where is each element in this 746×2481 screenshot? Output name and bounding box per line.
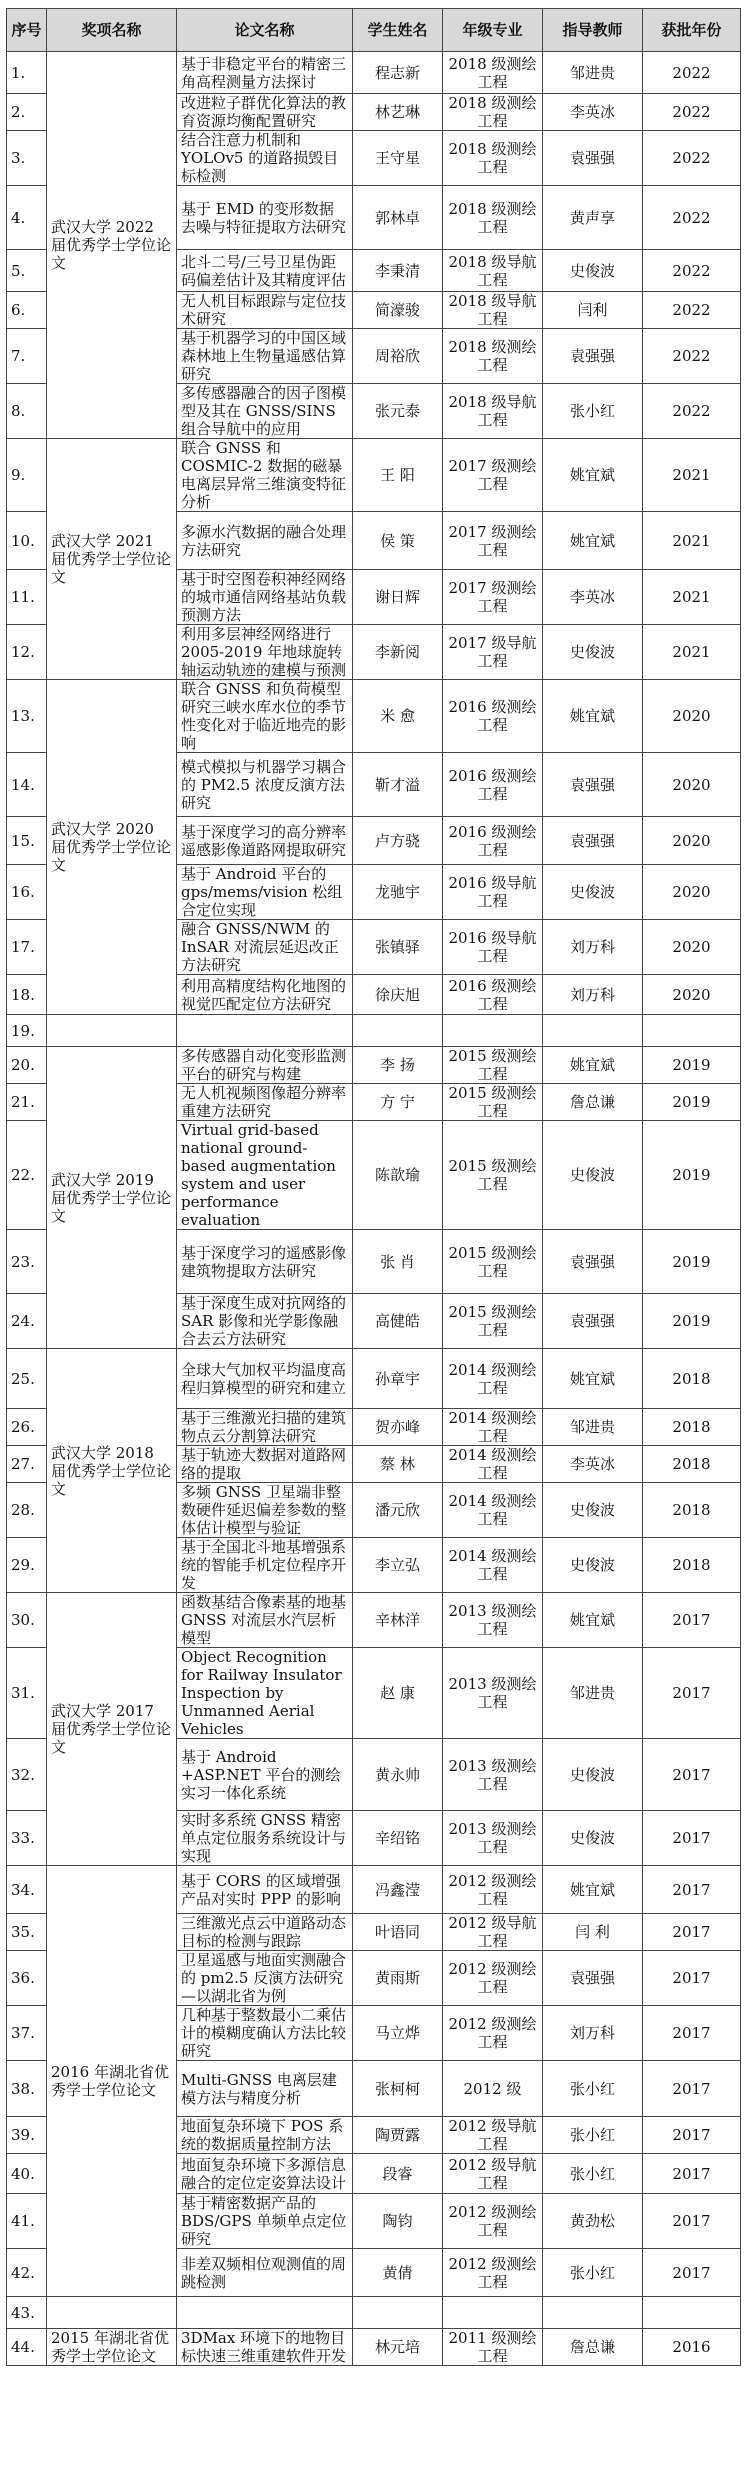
seq-cell: 24. — [7, 1294, 47, 1349]
seq-cell: 35. — [7, 1914, 47, 1951]
year-cell: 2019 — [643, 1047, 741, 1084]
seq-cell: 9. — [7, 439, 47, 512]
advisor-cell: 袁强强 — [543, 1951, 643, 2006]
year-cell: 2017 — [643, 2061, 741, 2117]
header-year: 获批年份 — [643, 9, 741, 52]
year-cell — [643, 2297, 741, 2329]
header-advisor: 指导教师 — [543, 9, 643, 52]
title-cell: 基于轨迹大数据对道路网络的提取 — [177, 1446, 353, 1483]
advisor-cell: 张小红 — [543, 2249, 643, 2297]
student-cell: 张元泰 — [353, 384, 443, 439]
major-cell: 2015 级测绘工程 — [443, 1084, 543, 1121]
advisor-cell: 刘万科 — [543, 975, 643, 1015]
table-row — [7, 1866, 741, 1914]
student-cell: 高健皓 — [353, 1294, 443, 1349]
major-cell: 2013 级测绘工程 — [443, 1811, 543, 1866]
advisor-cell: 史俊波 — [543, 1739, 643, 1811]
year-cell: 2017 — [643, 2154, 741, 2194]
table-row — [7, 1349, 741, 1409]
advisor-cell: 张小红 — [543, 384, 643, 439]
major-cell: 2016 级导航工程 — [443, 920, 543, 975]
seq-cell: 43. — [7, 2297, 47, 2329]
title-cell: 基于全国北斗地基增强系统的智能手机定位程序开发 — [177, 1538, 353, 1593]
advisor-cell: 史俊波 — [543, 1483, 643, 1538]
major-cell: 2012 级测绘工程 — [443, 1951, 543, 2006]
major-cell: 2014 级测绘工程 — [443, 1483, 543, 1538]
seq-cell: 15. — [7, 817, 47, 865]
student-cell: 叶语同 — [353, 1914, 443, 1951]
major-cell: 2018 级测绘工程 — [443, 52, 543, 94]
title-cell: 非差双频相位观测值的周跳检测 — [177, 2249, 353, 2297]
advisor-cell: 闫 利 — [543, 1914, 643, 1951]
advisor-cell: 袁强强 — [543, 1230, 643, 1294]
advisor-cell: 姚宜斌 — [543, 1047, 643, 1084]
advisor-cell: 詹总谦 — [543, 1084, 643, 1121]
student-cell: 龙驰宇 — [353, 865, 443, 920]
student-cell: 米 愈 — [353, 680, 443, 753]
year-cell: 2016 — [643, 2329, 741, 2366]
seq-cell: 20. — [7, 1047, 47, 1084]
title-cell: 基于三维激光扫描的建筑物点云分割算法研究 — [177, 1409, 353, 1446]
major-cell: 2018 级导航工程 — [443, 292, 543, 329]
title-cell: 基于 Android +ASP.NET 平台的测绘实习一体化系统 — [177, 1739, 353, 1811]
year-cell: 2017 — [643, 1593, 741, 1648]
student-cell: 李立弘 — [353, 1538, 443, 1593]
seq-cell: 38. — [7, 2061, 47, 2117]
seq-cell: 1. — [7, 52, 47, 94]
advisor-cell: 詹总谦 — [543, 2329, 643, 2366]
award-cell: 武汉大学 2020 届优秀学士学位论文 — [47, 680, 177, 1015]
seq-cell: 30. — [7, 1593, 47, 1648]
table-row — [7, 2329, 741, 2366]
major-cell: 2014 级测绘工程 — [443, 1446, 543, 1483]
title-cell: 基于深度学习的遥感影像建筑物提取方法研究 — [177, 1230, 353, 1294]
student-cell: 辛林洋 — [353, 1593, 443, 1648]
year-cell: 2022 — [643, 94, 741, 131]
advisor-cell: 姚宜斌 — [543, 512, 643, 570]
major-cell: 2015 级测绘工程 — [443, 1230, 543, 1294]
student-cell — [353, 1015, 443, 1047]
year-cell: 2022 — [643, 186, 741, 250]
year-cell: 2018 — [643, 1538, 741, 1593]
year-cell: 2020 — [643, 680, 741, 753]
major-cell: 2014 级测绘工程 — [443, 1349, 543, 1409]
advisor-cell: 黄声享 — [543, 186, 643, 250]
title-cell: 函数基结合像素基的地基 GNSS 对流层水汽层析模型 — [177, 1593, 353, 1648]
student-cell: 郭林卓 — [353, 186, 443, 250]
title-cell — [177, 1015, 353, 1047]
student-cell: 赵 康 — [353, 1648, 443, 1739]
student-cell: 林艺琳 — [353, 94, 443, 131]
year-cell: 2017 — [643, 1739, 741, 1811]
major-cell: 2012 级测绘工程 — [443, 2194, 543, 2249]
advisor-cell — [543, 2297, 643, 2329]
title-cell: 结合注意力机制和 YOLOv5 的道路损毁目标检测 — [177, 131, 353, 186]
advisor-cell: 邹进贵 — [543, 1648, 643, 1739]
title-cell: 联合 GNSS 和负荷模型研究三峡水库水位的季节性变化对于临近地壳的影响 — [177, 680, 353, 753]
table-row — [7, 1047, 741, 1084]
title-cell: 实时多系统 GNSS 精密单点定位服务系统设计与实现 — [177, 1811, 353, 1866]
student-cell: 张镇驿 — [353, 920, 443, 975]
major-cell: 2015 级测绘工程 — [443, 1121, 543, 1230]
title-cell: 基于 Android 平台的 gps/mems/vision 松组合定位实现 — [177, 865, 353, 920]
seq-cell: 21. — [7, 1084, 47, 1121]
student-cell: 李新阅 — [353, 625, 443, 680]
title-cell: 全球大气加权平均温度高程归算模型的研究和建立 — [177, 1349, 353, 1409]
title-cell: 融合 GNSS/NWM 的 InSAR 对流层延迟改正方法研究 — [177, 920, 353, 975]
major-cell: 2017 级测绘工程 — [443, 570, 543, 625]
seq-cell: 13. — [7, 680, 47, 753]
seq-cell: 19. — [7, 1015, 47, 1047]
award-cell: 武汉大学 2022 届优秀学士学位论文 — [47, 52, 177, 439]
student-cell: 王 阳 — [353, 439, 443, 512]
year-cell: 2017 — [643, 1914, 741, 1951]
student-cell: 简濠骏 — [353, 292, 443, 329]
advisor-cell: 张小红 — [543, 2154, 643, 2194]
year-cell: 2019 — [643, 1084, 741, 1121]
year-cell — [643, 1015, 741, 1047]
student-cell: 卢方骁 — [353, 817, 443, 865]
year-cell: 2017 — [643, 1811, 741, 1866]
seq-cell: 10. — [7, 512, 47, 570]
advisor-cell: 邹进贵 — [543, 1409, 643, 1446]
major-cell: 2013 级测绘工程 — [443, 1593, 543, 1648]
major-cell: 2016 级测绘工程 — [443, 753, 543, 817]
student-cell: 黄倩 — [353, 2249, 443, 2297]
title-cell: 基于深度生成对抗网络的 SAR 影像和光学影像融合去云方法研究 — [177, 1294, 353, 1349]
table-row — [7, 1593, 741, 1648]
table-body — [7, 52, 741, 2366]
header-major: 年级专业 — [443, 9, 543, 52]
title-cell: 卫星遥感与地面实测融合的 pm2.5 反演方法研究—以湖北省为例 — [177, 1951, 353, 2006]
year-cell: 2022 — [643, 329, 741, 384]
title-cell: 基于 EMD 的变形数据去噪与特征提取方法研究 — [177, 186, 353, 250]
seq-cell: 11. — [7, 570, 47, 625]
advisor-cell: 姚宜斌 — [543, 1593, 643, 1648]
seq-cell: 42. — [7, 2249, 47, 2297]
advisor-cell: 史俊波 — [543, 1811, 643, 1866]
year-cell: 2018 — [643, 1446, 741, 1483]
title-cell: 基于时空图卷积神经网络的城市通信网络基站负载预测方法 — [177, 570, 353, 625]
student-cell — [353, 2297, 443, 2329]
student-cell: 贺亦峰 — [353, 1409, 443, 1446]
year-cell: 2022 — [643, 292, 741, 329]
major-cell: 2012 级测绘工程 — [443, 2249, 543, 2297]
student-cell: 陶贾露 — [353, 2117, 443, 2154]
advisor-cell: 张小红 — [543, 2117, 643, 2154]
student-cell: 黄雨斯 — [353, 1951, 443, 2006]
advisor-cell: 刘万科 — [543, 2006, 643, 2061]
major-cell: 2018 级测绘工程 — [443, 329, 543, 384]
seq-cell: 14. — [7, 753, 47, 817]
title-cell: 基于机器学习的中国区域森林地上生物量遥感估算研究 — [177, 329, 353, 384]
title-cell: 北斗二号/三号卫星伪距码偏差估计及其精度评估 — [177, 250, 353, 292]
student-cell: 林元培 — [353, 2329, 443, 2366]
thesis-awards-table — [6, 8, 741, 2366]
major-cell: 2012 级 — [443, 2061, 543, 2117]
title-cell: 联合 GNSS 和 COSMIC-2 数据的磁暴电离层异常三维演变特征分析 — [177, 439, 353, 512]
seq-cell: 36. — [7, 1951, 47, 2006]
year-cell: 2018 — [643, 1409, 741, 1446]
student-cell: 段睿 — [353, 2154, 443, 2194]
title-cell: Object Recognition for Railway Insulator Inspection by Unmanned Aerial Vehicles — [177, 1648, 353, 1739]
seq-cell: 7. — [7, 329, 47, 384]
major-cell: 2015 级测绘工程 — [443, 1047, 543, 1084]
major-cell: 2017 级测绘工程 — [443, 512, 543, 570]
title-cell: 基于精密数据产品的 BDS/GPS 单频单点定位研究 — [177, 2194, 353, 2249]
seq-cell: 5. — [7, 250, 47, 292]
year-cell: 2019 — [643, 1121, 741, 1230]
advisor-cell: 黄劲松 — [543, 2194, 643, 2249]
student-cell: 徐庆旭 — [353, 975, 443, 1015]
year-cell: 2017 — [643, 2249, 741, 2297]
title-cell: 3DMax 环境下的地物目标快速三维重建软件开发 — [177, 2329, 353, 2366]
major-cell: 2012 级导航工程 — [443, 2154, 543, 2194]
award-cell: 武汉大学 2017 届优秀学士学位论文 — [47, 1593, 177, 1866]
table-row — [7, 1015, 741, 1047]
title-cell: 多传感器融合的因子图模型及其在 GNSS/SINS 组合导航中的应用 — [177, 384, 353, 439]
seq-cell: 33. — [7, 1811, 47, 1866]
seq-cell: 31. — [7, 1648, 47, 1739]
seq-cell: 26. — [7, 1409, 47, 1446]
advisor-cell: 刘万科 — [543, 920, 643, 975]
award-cell: 2015 年湖北省优秀学士学位论文 — [47, 2329, 177, 2366]
year-cell: 2017 — [643, 1951, 741, 2006]
seq-cell: 44. — [7, 2329, 47, 2366]
student-cell: 孙章宇 — [353, 1349, 443, 1409]
advisor-cell: 姚宜斌 — [543, 1866, 643, 1914]
title-cell: Virtual grid-based national ground-based augmentation system and user performance evaluation — [177, 1121, 353, 1230]
table-row — [7, 52, 741, 94]
year-cell: 2017 — [643, 1648, 741, 1739]
major-cell: 2015 级测绘工程 — [443, 1294, 543, 1349]
title-cell: 三维激光点云中道路动态目标的检测与跟踪 — [177, 1914, 353, 1951]
title-cell: 多传感器自动化变形监测平台的研究与构建 — [177, 1047, 353, 1084]
seq-cell: 37. — [7, 2006, 47, 2061]
major-cell: 2014 级测绘工程 — [443, 1538, 543, 1593]
student-cell: 黄永帅 — [353, 1739, 443, 1811]
award-cell — [47, 2297, 177, 2329]
award-cell: 武汉大学 2018 届优秀学士学位论文 — [47, 1349, 177, 1593]
year-cell: 2017 — [643, 2194, 741, 2249]
seq-cell: 16. — [7, 865, 47, 920]
year-cell: 2017 — [643, 2006, 741, 2061]
seq-cell: 4. — [7, 186, 47, 250]
student-cell: 李秉清 — [353, 250, 443, 292]
advisor-cell: 史俊波 — [543, 1538, 643, 1593]
advisor-cell: 袁强强 — [543, 131, 643, 186]
seq-cell: 2. — [7, 94, 47, 131]
seq-cell: 40. — [7, 2154, 47, 2194]
student-cell: 王守星 — [353, 131, 443, 186]
title-cell: 多频 GNSS 卫星端非整数硬件延迟偏差参数的整体估计模型与验证 — [177, 1483, 353, 1538]
advisor-cell: 李英冰 — [543, 1446, 643, 1483]
major-cell: 2016 级测绘工程 — [443, 975, 543, 1015]
advisor-cell: 史俊波 — [543, 865, 643, 920]
seq-cell: 41. — [7, 2194, 47, 2249]
student-cell: 张 肖 — [353, 1230, 443, 1294]
student-cell: 陶钧 — [353, 2194, 443, 2249]
student-cell: 侯 策 — [353, 512, 443, 570]
advisor-cell: 袁强强 — [543, 817, 643, 865]
advisor-cell: 史俊波 — [543, 1121, 643, 1230]
year-cell: 2017 — [643, 1866, 741, 1914]
student-cell: 辛绍铭 — [353, 1811, 443, 1866]
title-cell: 地面复杂环境下多源信息融合的定位定姿算法设计 — [177, 2154, 353, 2194]
seq-cell: 6. — [7, 292, 47, 329]
student-cell: 周裕欣 — [353, 329, 443, 384]
title-cell: 利用高精度结构化地图的视觉匹配定位方法研究 — [177, 975, 353, 1015]
advisor-cell — [543, 1015, 643, 1047]
title-cell: 几种基于整数最小二乘估计的模糊度确认方法比较研究 — [177, 2006, 353, 2061]
major-cell: 2018 级测绘工程 — [443, 131, 543, 186]
major-cell: 2018 级测绘工程 — [443, 186, 543, 250]
title-cell: 无人机视频图像超分辨率重建方法研究 — [177, 1084, 353, 1121]
award-cell — [47, 1015, 177, 1047]
major-cell: 2017 级导航工程 — [443, 625, 543, 680]
year-cell: 2018 — [643, 1349, 741, 1409]
table-row — [7, 680, 741, 753]
seq-cell: 22. — [7, 1121, 47, 1230]
major-cell: 2013 级测绘工程 — [443, 1739, 543, 1811]
advisor-cell: 闫利 — [543, 292, 643, 329]
year-cell: 2017 — [643, 2117, 741, 2154]
advisor-cell: 邹进贵 — [543, 52, 643, 94]
title-cell: 基于非稳定平台的精密三角高程测量方法探讨 — [177, 52, 353, 94]
year-cell: 2021 — [643, 439, 741, 512]
seq-cell: 17. — [7, 920, 47, 975]
major-cell: 2011 级测绘工程 — [443, 2329, 543, 2366]
major-cell: 2012 级测绘工程 — [443, 1866, 543, 1914]
title-cell: 多源水汽数据的融合处理方法研究 — [177, 512, 353, 570]
seq-cell: 12. — [7, 625, 47, 680]
advisor-cell: 史俊波 — [543, 625, 643, 680]
year-cell: 2022 — [643, 131, 741, 186]
major-cell: 2018 级导航工程 — [443, 384, 543, 439]
major-cell: 2016 级测绘工程 — [443, 817, 543, 865]
student-cell: 张柯柯 — [353, 2061, 443, 2117]
year-cell: 2021 — [643, 625, 741, 680]
award-cell: 武汉大学 2021 届优秀学士学位论文 — [47, 439, 177, 680]
year-cell: 2019 — [643, 1230, 741, 1294]
major-cell: 2018 级测绘工程 — [443, 94, 543, 131]
seq-cell: 18. — [7, 975, 47, 1015]
seq-cell: 29. — [7, 1538, 47, 1593]
header-title: 论文名称 — [177, 9, 353, 52]
advisor-cell: 李英冰 — [543, 94, 643, 131]
major-cell: 2013 级测绘工程 — [443, 1648, 543, 1739]
title-cell: Multi-GNSS 电离层建模方法与精度分析 — [177, 2061, 353, 2117]
seq-cell: 8. — [7, 384, 47, 439]
major-cell: 2012 级导航工程 — [443, 1914, 543, 1951]
advisor-cell: 姚宜斌 — [543, 439, 643, 512]
year-cell: 2020 — [643, 975, 741, 1015]
year-cell: 2020 — [643, 817, 741, 865]
major-cell: 2016 级测绘工程 — [443, 680, 543, 753]
year-cell: 2022 — [643, 52, 741, 94]
award-cell: 武汉大学 2019 届优秀学士学位论文 — [47, 1047, 177, 1349]
year-cell: 2021 — [643, 512, 741, 570]
student-cell: 靳才溢 — [353, 753, 443, 817]
student-cell: 潘元欣 — [353, 1483, 443, 1538]
title-cell: 基于深度学习的高分辨率遥感影像道路网提取研究 — [177, 817, 353, 865]
seq-cell: 3. — [7, 131, 47, 186]
seq-cell: 23. — [7, 1230, 47, 1294]
student-cell: 蔡 林 — [353, 1446, 443, 1483]
advisor-cell: 姚宜斌 — [543, 1349, 643, 1409]
year-cell: 2021 — [643, 570, 741, 625]
year-cell: 2022 — [643, 384, 741, 439]
student-cell: 冯鑫滢 — [353, 1866, 443, 1914]
year-cell: 2018 — [643, 1483, 741, 1538]
header-award: 奖项名称 — [47, 9, 177, 52]
year-cell: 2020 — [643, 865, 741, 920]
header-seq: 序号 — [7, 9, 47, 52]
student-cell: 马立烨 — [353, 2006, 443, 2061]
header-row — [7, 9, 741, 52]
title-cell: 地面复杂环境下 POS 系统的数据质量控制方法 — [177, 2117, 353, 2154]
advisor-cell: 袁强强 — [543, 753, 643, 817]
major-cell: 2016 级导航工程 — [443, 865, 543, 920]
title-cell: 模式模拟与机器学习耦合的 PM2.5 浓度反演方法研究 — [177, 753, 353, 817]
major-cell: 2017 级测绘工程 — [443, 439, 543, 512]
seq-cell: 28. — [7, 1483, 47, 1538]
advisor-cell: 张小红 — [543, 2061, 643, 2117]
advisor-cell: 姚宜斌 — [543, 680, 643, 753]
advisor-cell: 袁强强 — [543, 1294, 643, 1349]
title-cell: 基于 CORS 的区域增强产品对实时 PPP 的影响 — [177, 1866, 353, 1914]
advisor-cell: 史俊波 — [543, 250, 643, 292]
seq-cell: 27. — [7, 1446, 47, 1483]
year-cell: 2020 — [643, 920, 741, 975]
seq-cell: 32. — [7, 1739, 47, 1811]
student-cell: 程志新 — [353, 52, 443, 94]
award-cell: 2016 年湖北省优秀学士学位论文 — [47, 1866, 177, 2297]
table-row — [7, 2297, 741, 2329]
title-cell: 利用多层神经网络进行 2005-2019 年地球旋转轴运动轨迹的建模与预测 — [177, 625, 353, 680]
title-cell — [177, 2297, 353, 2329]
year-cell: 2022 — [643, 250, 741, 292]
advisor-cell: 袁强强 — [543, 329, 643, 384]
student-cell: 陈歆瑜 — [353, 1121, 443, 1230]
student-cell: 李 扬 — [353, 1047, 443, 1084]
major-cell: 2012 级导航工程 — [443, 2117, 543, 2154]
header-student: 学生姓名 — [353, 9, 443, 52]
student-cell: 方 宁 — [353, 1084, 443, 1121]
year-cell: 2019 — [643, 1294, 741, 1349]
major-cell: 2018 级导航工程 — [443, 250, 543, 292]
major-cell: 2012 级测绘工程 — [443, 2006, 543, 2061]
major-cell — [443, 2297, 543, 2329]
major-cell: 2014 级测绘工程 — [443, 1409, 543, 1446]
title-cell: 改进粒子群优化算法的教育资源均衡配置研究 — [177, 94, 353, 131]
student-cell: 谢日辉 — [353, 570, 443, 625]
year-cell: 2020 — [643, 753, 741, 817]
title-cell: 无人机目标跟踪与定位技术研究 — [177, 292, 353, 329]
seq-cell: 39. — [7, 2117, 47, 2154]
seq-cell: 34. — [7, 1866, 47, 1914]
advisor-cell: 李英冰 — [543, 570, 643, 625]
major-cell — [443, 1015, 543, 1047]
seq-cell: 25. — [7, 1349, 47, 1409]
table-row — [7, 439, 741, 512]
